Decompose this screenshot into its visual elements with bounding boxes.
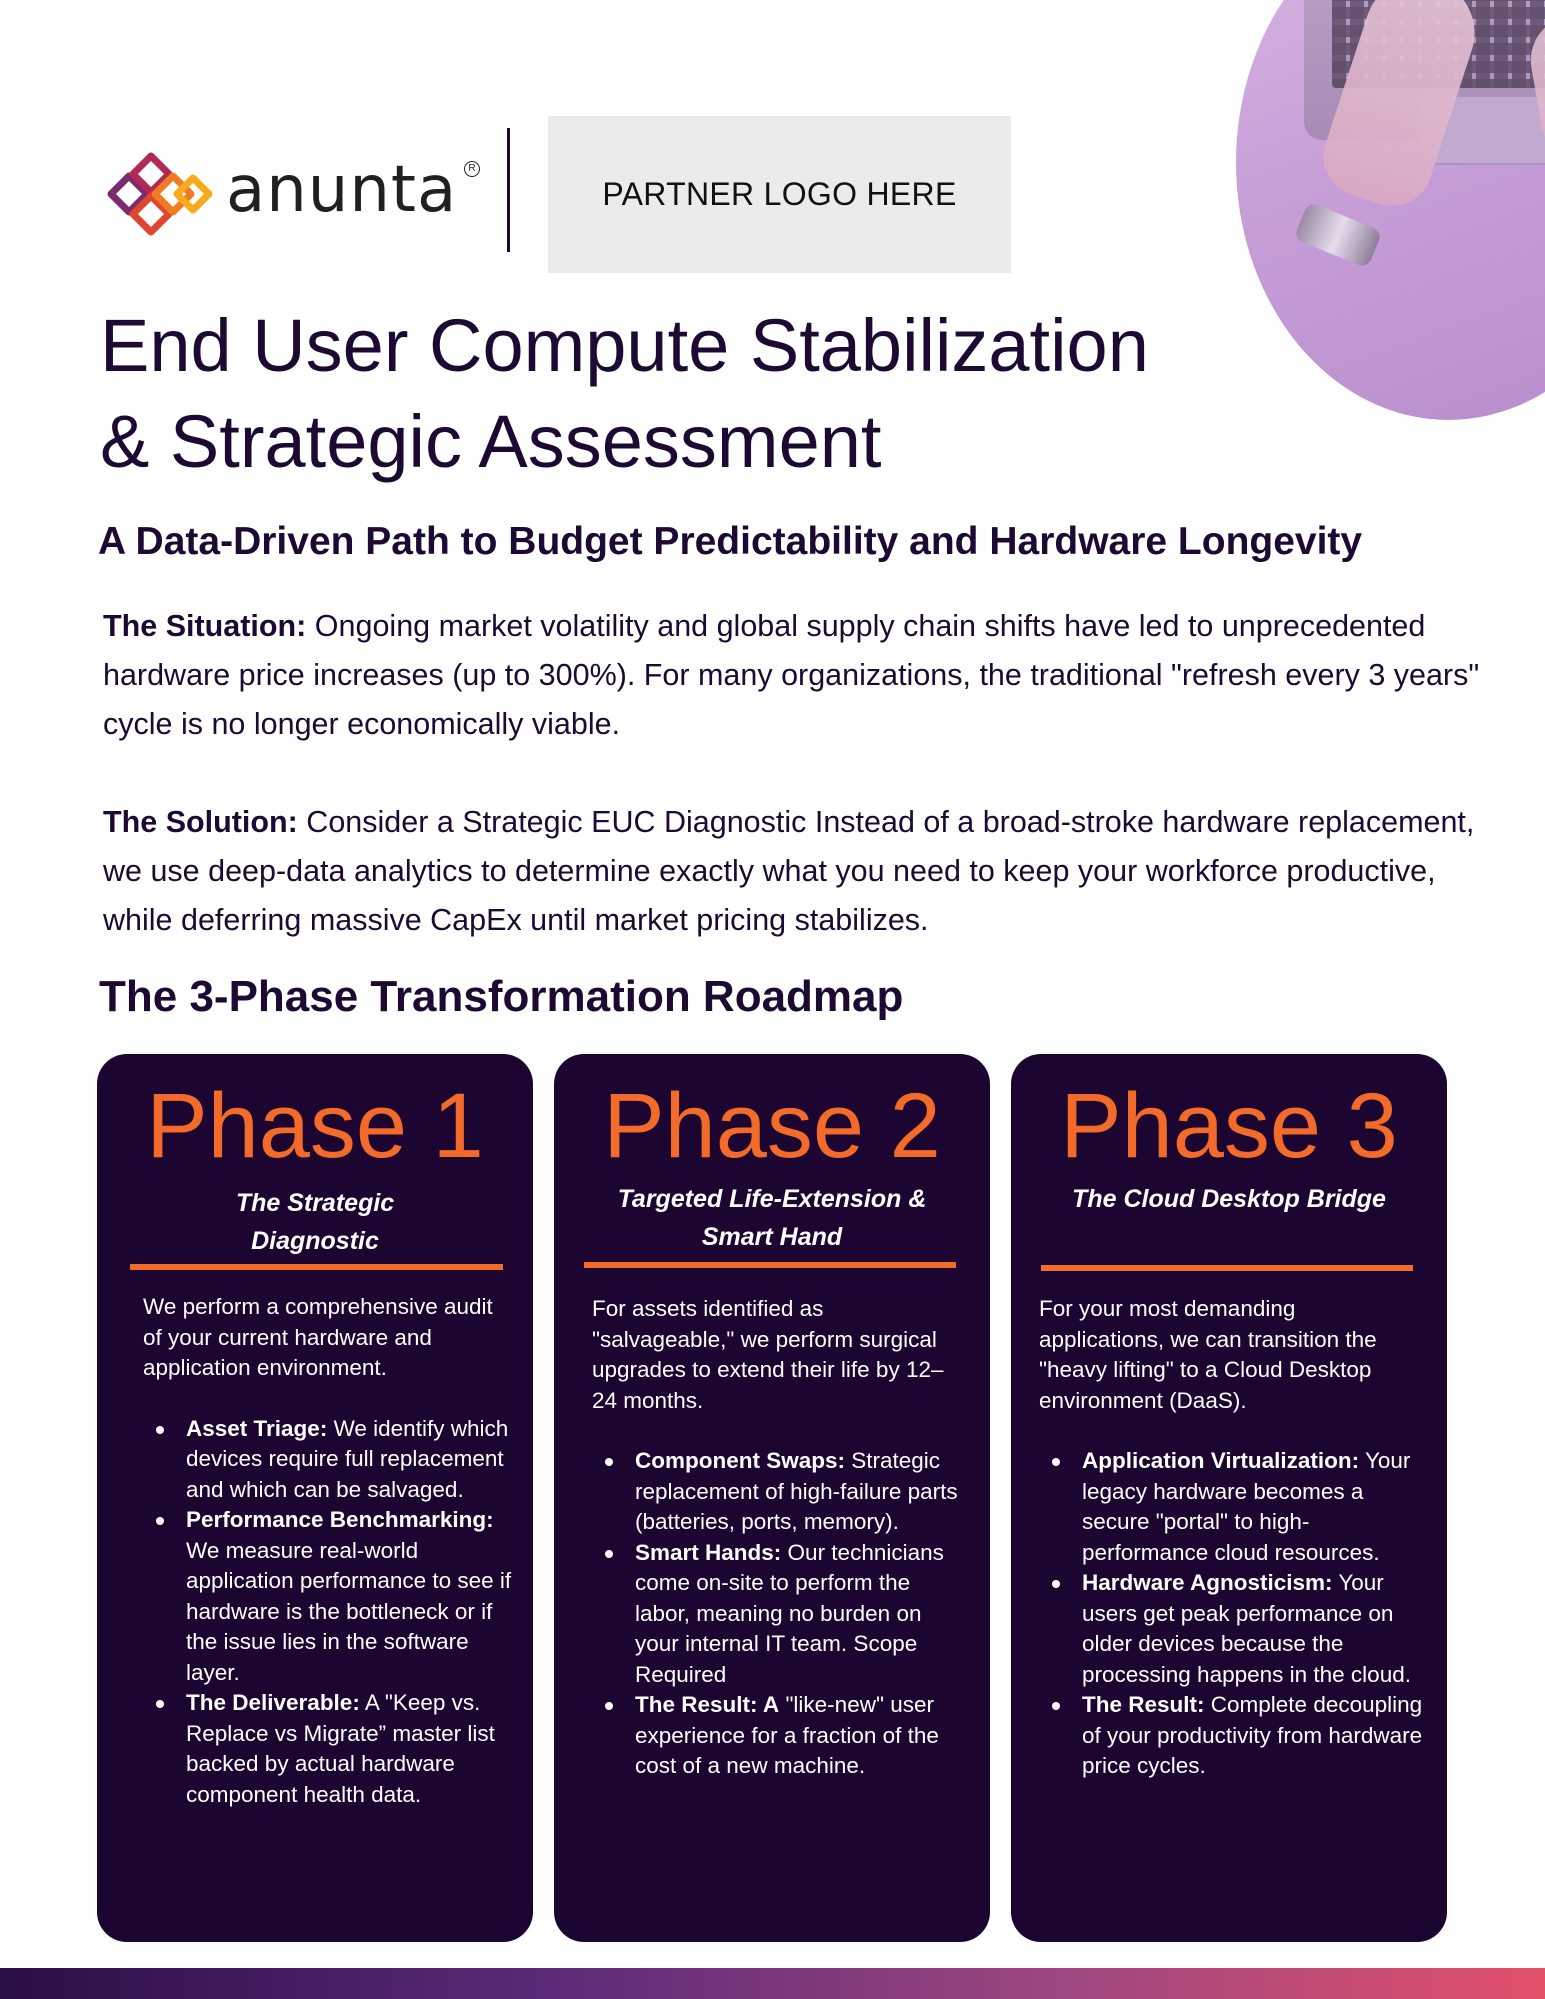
partner-logo-text: PARTNER LOGO HERE — [602, 176, 957, 212]
partner-logo-placeholder — [548, 116, 1011, 273]
phase-subtitle — [1031, 1180, 1427, 1218]
list-item — [143, 1688, 515, 1810]
bullet-label: Component Swaps: — [635, 1448, 846, 1473]
list-item — [592, 1690, 966, 1782]
bullet-label: Application Virtualization: — [1082, 1448, 1360, 1473]
phase-subtitle — [117, 1184, 513, 1260]
solution-label: The Solution: — [103, 805, 298, 839]
phase-card-3 — [1011, 1054, 1447, 1942]
bullet-text: Your users get peak performance on older devices because the processing happens in the cloud. — [1082, 1570, 1411, 1687]
phase-bullet-list — [1039, 1446, 1425, 1782]
phase-body — [1039, 1294, 1425, 1782]
registered-mark-icon: R — [464, 161, 480, 177]
list-item — [143, 1505, 515, 1688]
bullet-text: Your legacy hardware becomes a secure "portal" to high-performance cloud resources. — [1082, 1448, 1411, 1565]
phase-heading: Phase 2 — [603, 1075, 941, 1177]
bullet-text: "like-new" user experience for a fraction of the cost of a new machine. — [635, 1692, 939, 1778]
page-title — [100, 298, 1250, 490]
bullet-label: Hardware Agnosticism: — [1082, 1570, 1333, 1595]
roadmap-title: The 3-Phase Transformation Roadmap — [99, 972, 904, 1021]
phase-divider — [584, 1262, 956, 1268]
phase-heading: Phase 3 — [1060, 1075, 1398, 1177]
phase-subtitle — [574, 1180, 970, 1256]
phase-body — [592, 1294, 966, 1782]
phase-intro: For your most demanding applications, we can transition the "heavy lifting" to a Cloud Desktop environment (DaaS). — [1039, 1296, 1377, 1413]
bullet-label: Smart Hands: — [635, 1539, 782, 1565]
phase-subtitle-line-2: Diagnostic — [251, 1227, 379, 1255]
phase-subtitle-line-2: Smart Hand — [701, 1223, 843, 1251]
phase-heading: Phase 1 — [146, 1075, 484, 1177]
phase-bullet-list — [592, 1446, 966, 1782]
bullet-label: The Deliverable: — [186, 1690, 360, 1715]
page-subtitle: A Data-Driven Path to Budget Predictability and Hardware Longevity — [98, 520, 1363, 563]
phase-subtitle-line-1: The Strategic — [235, 1189, 395, 1217]
bullet-text: We measure real-world application performance to see if hardware is the bottleneck or if the issue lies in the software layer. — [186, 1537, 512, 1685]
phase-divider — [1041, 1265, 1413, 1271]
anunta-logo-icon — [103, 150, 215, 238]
phase-divider — [130, 1264, 503, 1270]
logo-divider — [507, 128, 510, 252]
list-item — [143, 1414, 515, 1506]
phase-intro: We perform a comprehensive audit of your current hardware and application environment. — [143, 1294, 493, 1380]
phase-subtitle-line-1: The Cloud Desktop Bridge — [1072, 1185, 1386, 1213]
list-item — [1039, 1568, 1425, 1690]
bullet-text: Strategic replacement of high-failure parts (batteries, ports, memory). — [635, 1448, 958, 1534]
bullet-label: Performance Benchmarking: — [186, 1507, 494, 1532]
watch-shape — [1293, 201, 1382, 268]
solution-paragraph — [103, 798, 1483, 945]
situation-label: The Situation: — [103, 609, 307, 643]
situation-text: Ongoing market volatility and global supply chain shifts have led to unprecedented hardware price increases (up to 300%). For many organizations, the traditional "refresh every 3 years" cycle is no longer economically viable. — [103, 609, 1480, 741]
list-item — [592, 1538, 966, 1691]
bullet-label: The Result: — [1082, 1692, 1205, 1717]
solution-text: Consider a Strategic EUC Diagnostic Instead of a broad-stroke hardware replacement, we use deep-data analytics to determine exactly what you need to keep your workforce productive, while deferring massive CapEx until market pricing stabilizes. — [103, 805, 1475, 937]
phase-body — [143, 1292, 515, 1810]
hero-photo — [1236, 0, 1545, 420]
brand-wordmark: anunta — [226, 153, 458, 227]
phase-subtitle-line-1: Targeted Life-Extension & — [617, 1185, 927, 1213]
bullet-text: Complete decoupling of your productivity from hardware price cycles. — [1082, 1692, 1423, 1778]
bullet-label: Asset Triage: — [186, 1415, 328, 1441]
bullet-text: A "Keep vs. Replace vs Migrate” master list backed by actual hardware component health data. — [186, 1690, 495, 1807]
phase-intro: For assets identified as "salvageable," we perform surgical upgrades to extend their life by 12–24 months. — [592, 1296, 944, 1413]
list-item — [1039, 1690, 1425, 1782]
list-item — [1039, 1446, 1425, 1568]
phase-card-2 — [554, 1054, 990, 1942]
phase-bullet-list — [143, 1414, 515, 1811]
list-item — [592, 1446, 966, 1538]
title-line-2: & Strategic Assessment — [100, 400, 882, 483]
title-line-1: End User Compute Stabilization — [100, 304, 1149, 387]
bullet-label: The Result: A — [635, 1692, 780, 1717]
situation-paragraph — [103, 602, 1483, 749]
bullet-text: Our technicians come on-site to perform the labor, meaning no burden on your internal IT team. Scope Required — [635, 1539, 944, 1687]
bottom-gradient-bar — [0, 1968, 1545, 1999]
bullet-text: We identify which devices require full replacement and which can be salvaged. — [186, 1415, 509, 1502]
phase-card-1 — [97, 1054, 533, 1942]
